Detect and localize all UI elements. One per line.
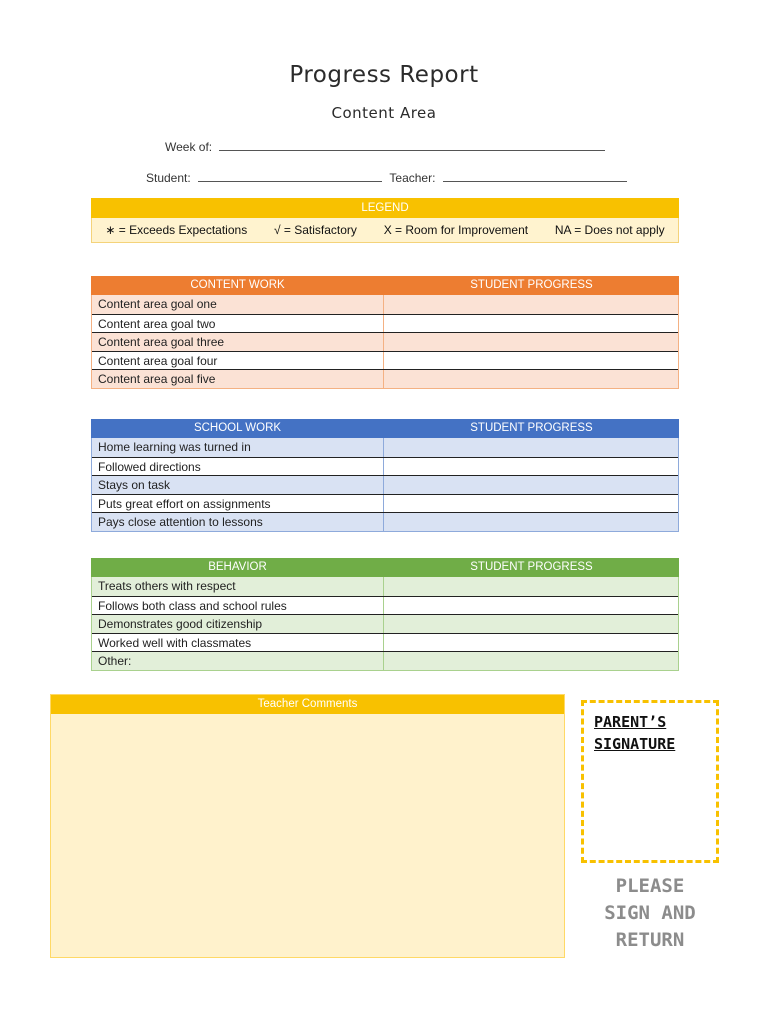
table-row xyxy=(92,512,678,531)
row-label: Followed directions xyxy=(92,458,384,476)
table-row xyxy=(92,369,678,388)
progress-cell[interactable] xyxy=(384,652,678,670)
row-label: Pays close attention to lessons xyxy=(92,513,384,531)
teacher-label: Teacher: xyxy=(389,171,436,185)
column-header: SCHOOL WORK xyxy=(193,422,282,434)
progress-cell[interactable] xyxy=(384,458,678,476)
row-label: Content area goal five xyxy=(92,370,384,388)
progress-cell[interactable] xyxy=(384,577,678,596)
progress-cell[interactable] xyxy=(384,352,678,370)
row-label: Content area goal one xyxy=(92,295,384,314)
content-work-table xyxy=(91,276,679,389)
table-row xyxy=(92,457,678,476)
table-header xyxy=(91,276,679,295)
row-label: Content area goal two xyxy=(92,315,384,333)
teacher-comments-box[interactable] xyxy=(50,694,565,958)
row-label: Puts great effort on assignments xyxy=(92,495,384,513)
progress-cell[interactable] xyxy=(384,513,678,531)
parent-signature-label: PARENT’S SIGNATURE xyxy=(594,713,676,753)
row-label: Worked well with classmates xyxy=(92,634,384,652)
teacher-line[interactable] xyxy=(443,170,627,182)
column-header: STUDENT PROGRESS xyxy=(470,279,593,291)
progress-cell[interactable] xyxy=(384,476,678,494)
teacher-comments-heading: Teacher Comments xyxy=(51,695,564,714)
progress-cell[interactable] xyxy=(384,438,678,457)
week-of-line[interactable] xyxy=(219,139,605,151)
legend-item-exceeds: ∗ = Exceeds Expectations xyxy=(105,223,248,237)
sign-and-return-note: PLEASE SIGN AND RETURN xyxy=(604,875,696,951)
table-row xyxy=(92,295,678,314)
table-header xyxy=(91,558,679,577)
legend-item-satisfactory: √ = Satisfactory xyxy=(273,223,357,237)
legend-heading: LEGEND xyxy=(91,198,679,218)
school-work-table xyxy=(91,419,679,532)
table-row xyxy=(92,332,678,351)
week-of-field xyxy=(165,139,605,154)
table-row xyxy=(92,596,678,615)
row-label: Stays on task xyxy=(92,476,384,494)
student-teacher-field xyxy=(146,170,627,185)
progress-cell[interactable] xyxy=(384,495,678,513)
table-row xyxy=(92,633,678,652)
progress-cell[interactable] xyxy=(384,315,678,333)
progress-cell[interactable] xyxy=(384,370,678,388)
table-row xyxy=(92,475,678,494)
student-line[interactable] xyxy=(198,170,382,182)
progress-cell[interactable] xyxy=(384,295,678,314)
table-row xyxy=(92,438,678,457)
legend-item-na: NA = Does not apply xyxy=(554,223,665,237)
table-header xyxy=(91,419,679,438)
legend-item-improvement: X = Room for Improvement xyxy=(383,223,529,237)
student-label: Student: xyxy=(146,171,191,185)
progress-cell[interactable] xyxy=(384,634,678,652)
column-header: STUDENT PROGRESS xyxy=(470,422,593,434)
table-row xyxy=(92,351,678,370)
page-title: Progress Report xyxy=(289,62,479,88)
progress-cell[interactable] xyxy=(384,615,678,633)
column-header: CONTENT WORK xyxy=(190,279,285,291)
column-header: BEHAVIOR xyxy=(208,561,267,573)
row-label: Home learning was turned in xyxy=(92,438,384,457)
week-of-label: Week of: xyxy=(165,140,213,154)
table-row xyxy=(92,614,678,633)
table-row xyxy=(92,314,678,333)
column-header: STUDENT PROGRESS xyxy=(470,561,593,573)
table-row xyxy=(92,577,678,596)
row-label: Follows both class and school rules xyxy=(92,597,384,615)
row-label: Content area goal four xyxy=(92,352,384,370)
row-label: Demonstrates good citizenship xyxy=(92,615,384,633)
parent-signature-box[interactable] xyxy=(581,700,719,863)
row-label: Content area goal three xyxy=(92,333,384,351)
legend-body xyxy=(91,218,679,243)
behavior-table xyxy=(91,558,679,671)
legend xyxy=(91,198,679,243)
table-row xyxy=(92,651,678,670)
row-label: Other: xyxy=(92,652,384,670)
row-label: Treats others with respect xyxy=(92,577,384,596)
page-subtitle: Content Area xyxy=(331,104,437,122)
progress-cell[interactable] xyxy=(384,333,678,351)
progress-cell[interactable] xyxy=(384,597,678,615)
table-row xyxy=(92,494,678,513)
